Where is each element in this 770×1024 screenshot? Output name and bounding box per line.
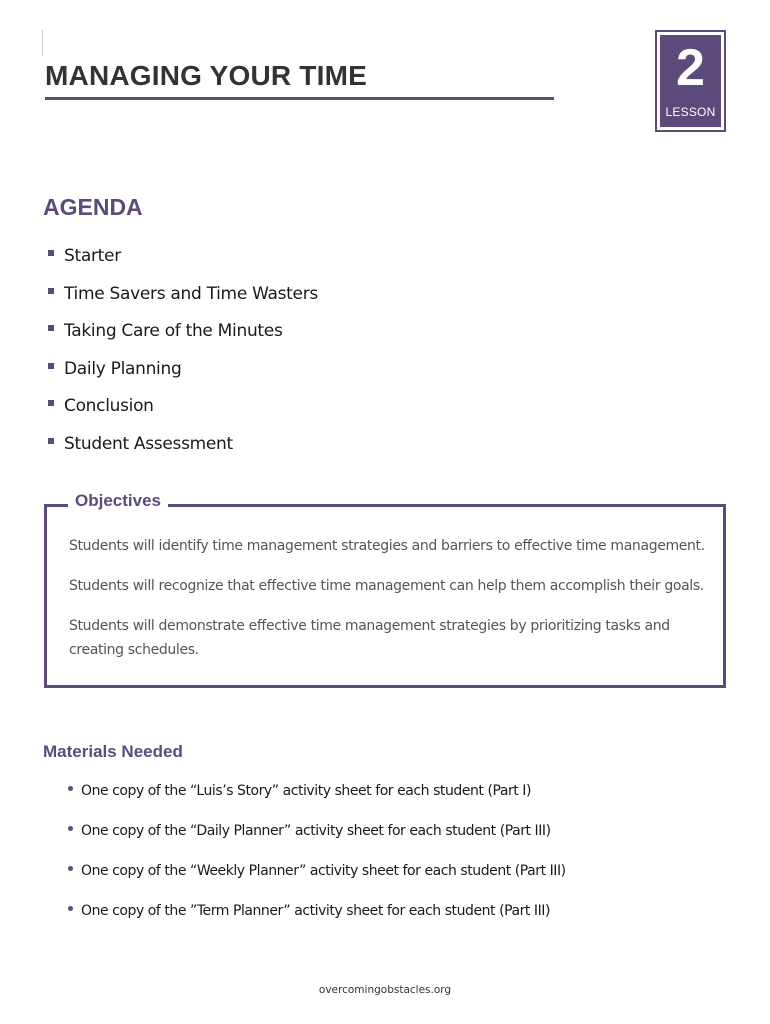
- page-title: MANAGING YOUR TIME: [45, 60, 367, 91]
- lesson-label: LESSON: [665, 105, 716, 119]
- objectives-list: [69, 534, 709, 678]
- round-bullet-icon: [68, 906, 73, 911]
- margin-mark: [42, 30, 43, 56]
- material-item-label: One copy of the “Weekly Planner” activity sheet for each student (Part III): [81, 863, 566, 879]
- square-bullet-icon: [48, 250, 54, 256]
- square-bullet-icon: [48, 400, 54, 406]
- agenda-item-label: Student Assessment: [64, 433, 233, 454]
- square-bullet-icon: [48, 363, 54, 369]
- material-item: [66, 780, 566, 820]
- material-item-label: One copy of the ”Term Planner” activity sheet for each student (Part III): [81, 903, 550, 919]
- material-item-label: One copy of the “Luis’s Story” activity sheet for each student (Part I): [81, 783, 531, 799]
- round-bullet-icon: [68, 866, 73, 871]
- material-item: [66, 900, 566, 940]
- agenda-list: [48, 244, 318, 469]
- objective-item: Students will identify time management strategies and barriers to effective time management.: [69, 538, 705, 554]
- materials-list: [66, 780, 566, 940]
- agenda-item: [48, 244, 318, 282]
- objectives-heading: Objectives: [68, 491, 168, 511]
- agenda-item: [48, 319, 318, 357]
- round-bullet-icon: [68, 786, 73, 791]
- materials-heading: Materials Needed: [43, 742, 183, 761]
- square-bullet-icon: [48, 438, 54, 444]
- footer-url: overcomingobstacles.org: [318, 984, 452, 996]
- square-bullet-icon: [48, 288, 54, 294]
- agenda-item: [48, 394, 318, 432]
- round-bullet-icon: [68, 826, 73, 831]
- material-item: [66, 860, 566, 900]
- material-item-label: One copy of the “Daily Planner” activity sheet for each student (Part III): [81, 823, 551, 839]
- agenda-item-label: Daily Planning: [64, 358, 182, 379]
- square-bullet-icon: [48, 325, 54, 331]
- objective-item: Students will recognize that effective time management can help them accomplish their goals.: [69, 578, 704, 594]
- agenda-item-label: Starter: [64, 246, 121, 266]
- material-item: [66, 820, 566, 860]
- agenda-item-label: Conclusion: [64, 396, 154, 416]
- agenda-item: [48, 432, 318, 470]
- title-underline: [45, 97, 554, 100]
- lesson-badge-fill: [660, 35, 721, 127]
- objective-item: Students will demonstrate effective time management strategies by prioritizing tasks and creating schedules.: [69, 618, 670, 658]
- lesson-badge: [655, 30, 726, 132]
- agenda-item-label: Time Savers and Time Wasters: [64, 283, 318, 304]
- agenda-item-label: Taking Care of the Minutes: [64, 321, 283, 341]
- agenda-item: [48, 357, 318, 395]
- lesson-number: 2: [676, 39, 705, 97]
- agenda-heading: AGENDA: [43, 194, 143, 220]
- agenda-item: [48, 282, 318, 320]
